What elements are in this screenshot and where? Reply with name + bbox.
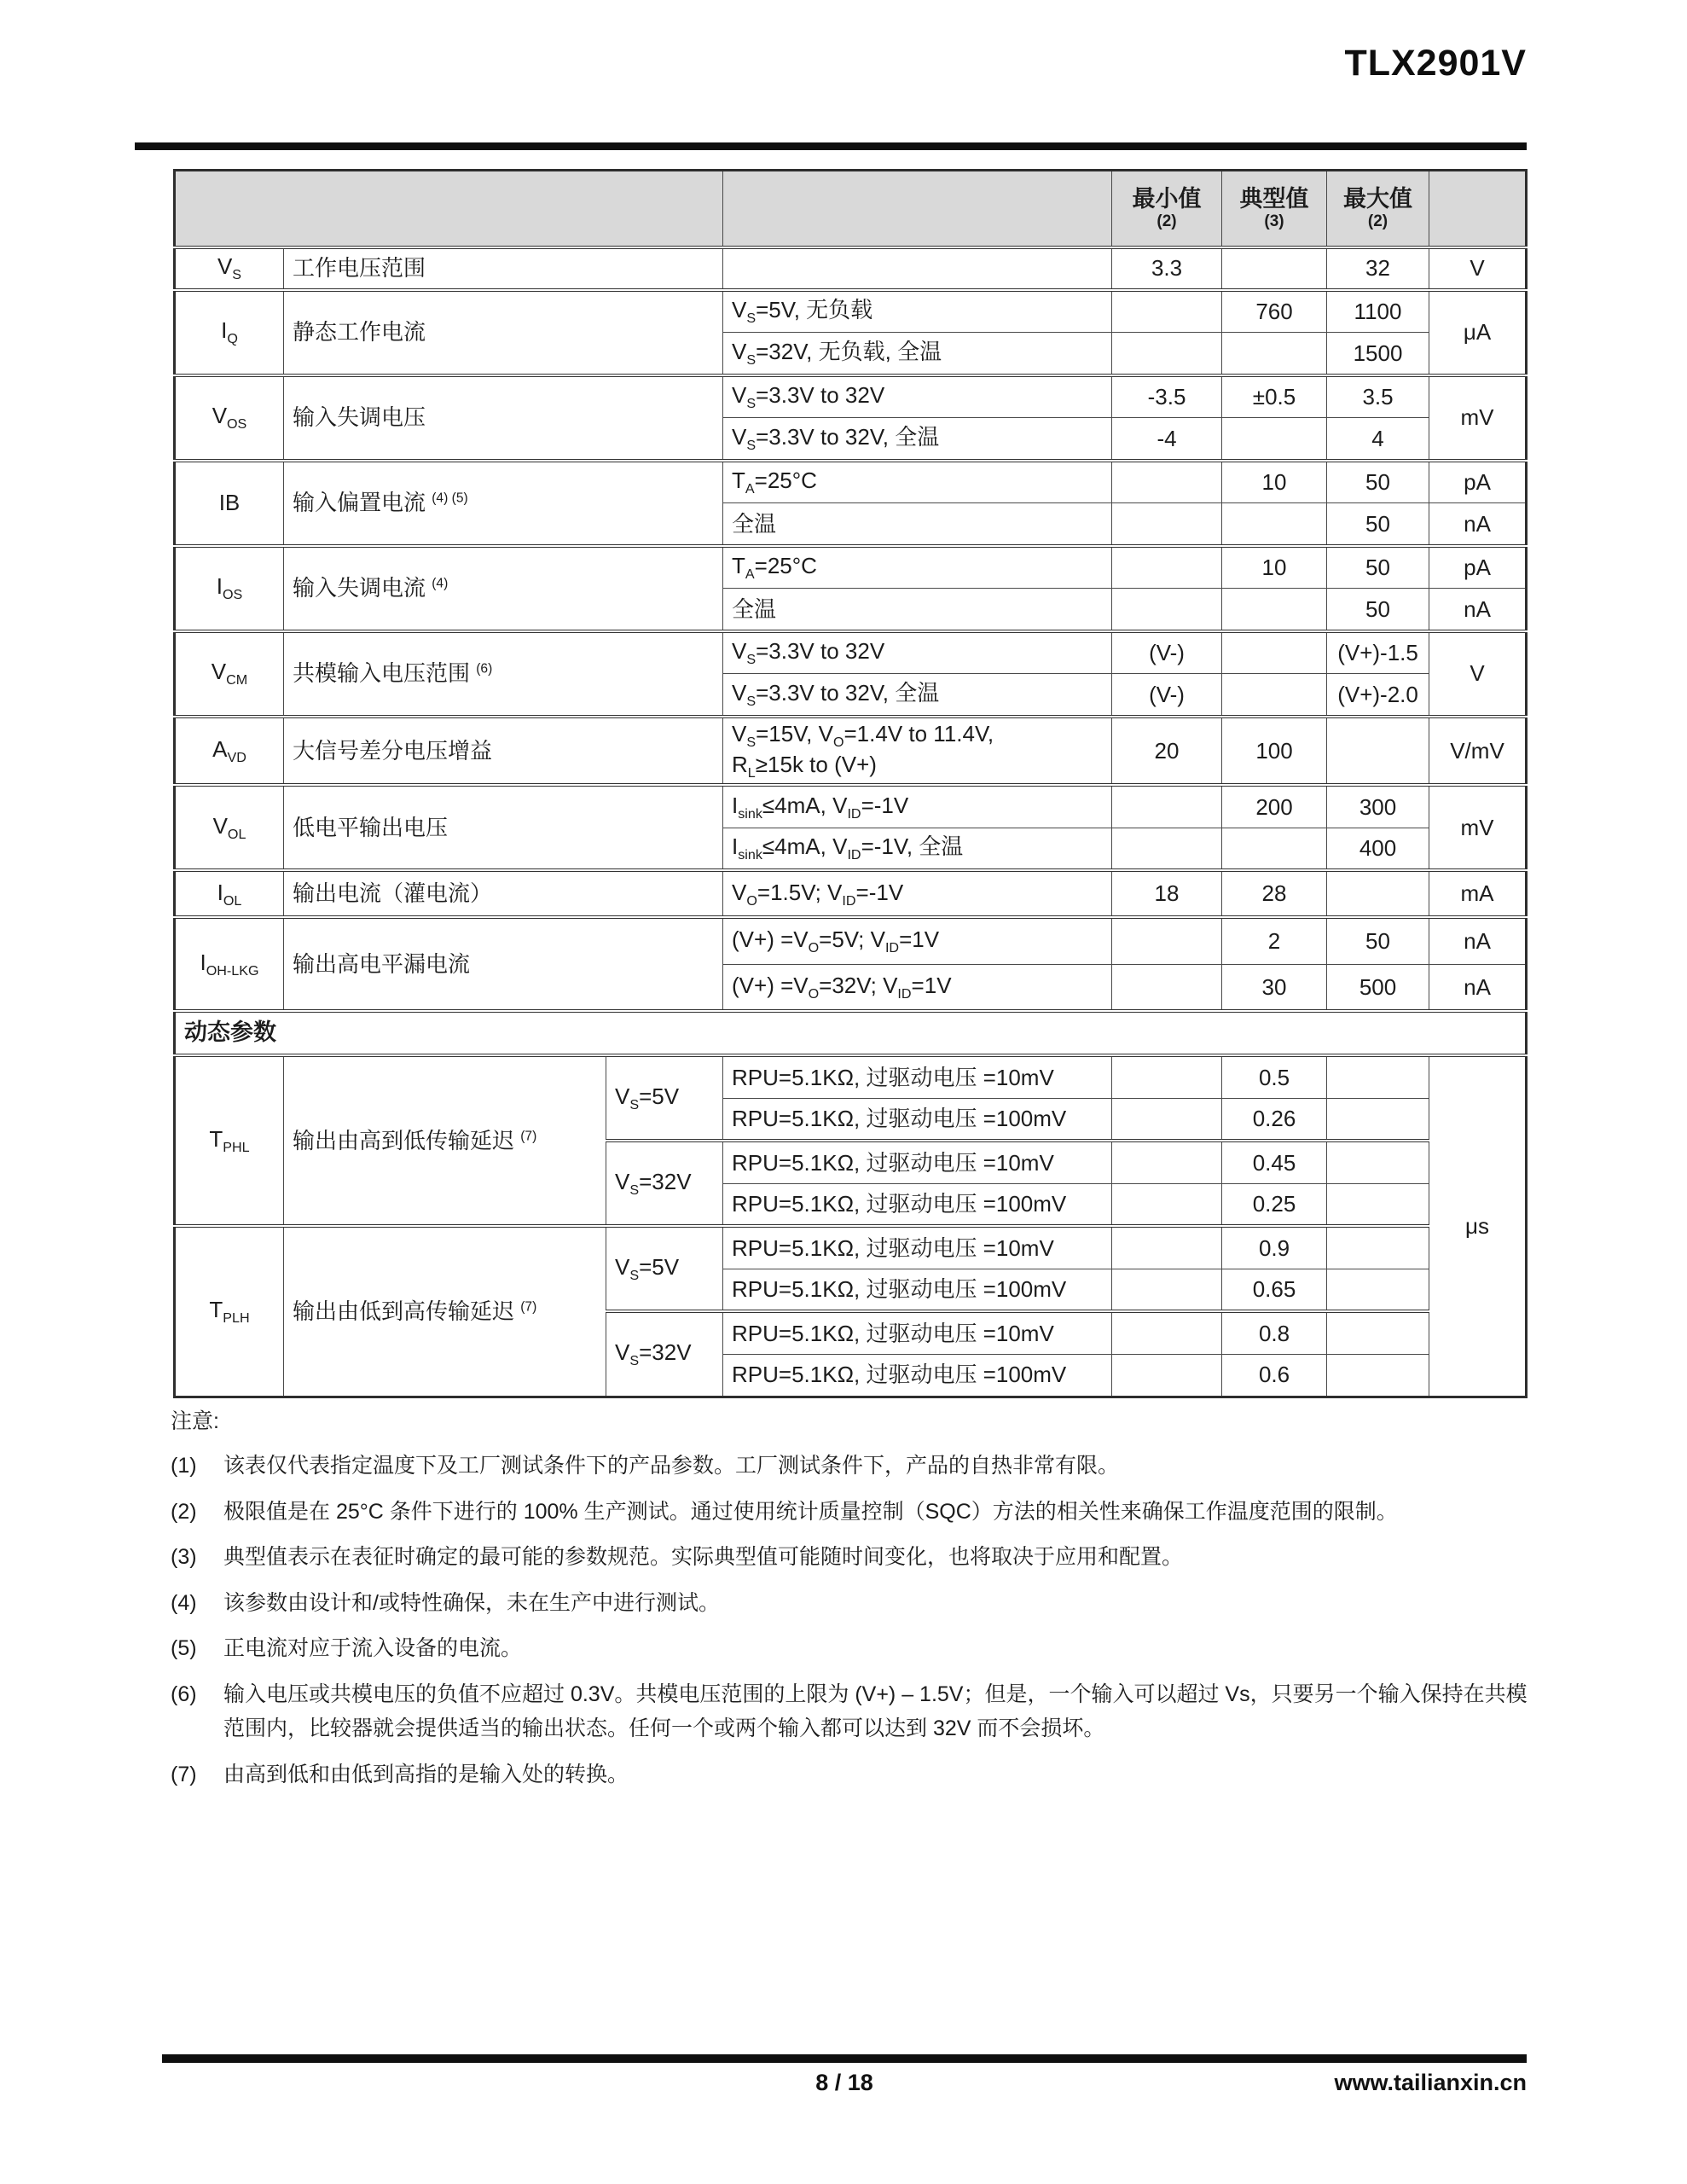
empty-header-cell (723, 171, 1112, 247)
vos-typ1-cell: ±0.5 (1222, 375, 1327, 418)
ib-max1-cell: 50 (1327, 461, 1429, 503)
ios-unit2-cell: nA (1429, 589, 1527, 631)
max-header-label: 最大值 (1343, 185, 1413, 212)
vs-cond-cell (723, 247, 1112, 290)
tphl-min4-cell (1112, 1183, 1222, 1226)
iol-max-cell (1327, 870, 1429, 917)
tphl-typ4-cell: 0.25 (1222, 1183, 1327, 1226)
row-tplh-1 (175, 1226, 1527, 1269)
iol-min-cell: 18 (1112, 870, 1222, 917)
vol-min1-cell (1112, 785, 1222, 828)
tphl-name-cell: 输出由高到低传输延迟 $^{(7)}$ (284, 1055, 606, 1226)
notes-heading: 注意: (171, 1409, 219, 1433)
iohlkg-min2-cell (1112, 964, 1222, 1011)
tplh-min3-cell (1112, 1311, 1222, 1354)
tplh-max1-cell (1327, 1226, 1429, 1269)
avd-symbol-cell: $A_{VD}$ (175, 717, 284, 786)
tphl-min1-cell (1112, 1055, 1222, 1098)
tphl-max2-cell (1327, 1098, 1429, 1141)
ib-cond1-cell: $T_A=25^\circ C$ (723, 461, 1112, 503)
ios-name-cell: 输入失调电流 $^{(4)}$ (284, 546, 723, 631)
note-item (171, 1631, 1544, 1666)
vol-cond2-cell: $I_{sink}\le 4mA$, $V_{ID}=-1V$, 全温 (723, 828, 1112, 870)
tplh-min2-cell (1112, 1269, 1222, 1311)
row-iohlkg-1 (175, 917, 1527, 964)
ios-unit1-cell: pA (1429, 546, 1527, 589)
tplh-max2-cell (1327, 1269, 1429, 1311)
min-header-note: (2) (1157, 212, 1177, 231)
tplh-cond3-cell: RPU=5.1KΩ, 过驱动电压 =10mV (723, 1311, 1112, 1354)
row-tphl-1 (175, 1055, 1527, 1098)
tphl-vs32-cell: $V_S=32V$ (606, 1141, 723, 1226)
vos-symbol-cell: $V_{OS}$ (175, 375, 284, 461)
vol-max1-cell: 300 (1327, 785, 1429, 828)
iohlkg-unit1-cell: nA (1429, 917, 1527, 964)
note-item (171, 1449, 1544, 1484)
iq-min1-cell (1112, 290, 1222, 333)
vos-cond2-cell: $V_S=3.3V$ to 32V, 全温 (723, 418, 1112, 461)
iol-cond-cell: $V_O=1.5V$; $V_{ID}=-1V$ (723, 870, 1112, 917)
vcm-typ2-cell (1222, 674, 1327, 717)
vcm-min2-cell: (V-) (1112, 674, 1222, 717)
vol-name-cell: 低电平输出电压 (284, 785, 723, 870)
row-ios-1 (175, 546, 1527, 589)
tplh-symbol-cell: $T_{PLH}$ (175, 1226, 284, 1397)
note-number: (7) (171, 1762, 197, 1786)
vs-name-cell: 工作电压范围 (284, 247, 723, 290)
tphl-max3-cell (1327, 1141, 1429, 1183)
ib-typ1-cell: 10 (1222, 461, 1327, 503)
avd-name-cell: 大信号差分电压增益 (284, 717, 723, 786)
note-text: 输入电压或共模电压的负值不应超过 0.3V。共模电压范围的上限为 (V+) – 1.5V；但是，一个输入可以超过 Vs，只要另一个输入保持在共模范围内，比较器就会提供适当的输出状态。任何一个或两个输入都可以达到 32V 而不会损坏。 (223, 1682, 1528, 1740)
avd-cond-cell: $V_S=15V$, $V_O=1.4V$ to 11.4V, $R_L\ge 15k$ to (V+) (723, 717, 1112, 786)
avd-min-cell: 20 (1112, 717, 1222, 786)
tphl-vs5-cell: $V_S=5V$ (606, 1055, 723, 1141)
typ-header-cell (1222, 171, 1327, 247)
tphl-cond1-cell: RPU=5.1KΩ, 过驱动电压 =10mV (723, 1055, 1112, 1098)
vs-symbol-cell: $V_S$ (175, 247, 284, 290)
ib-unit2-cell: nA (1429, 503, 1527, 546)
avd-unit-cell: V/mV (1429, 717, 1527, 786)
iohlkg-max1-cell: 50 (1327, 917, 1429, 964)
vol-cond1-cell: $I_{sink}\le 4mA$, $V_{ID}=-1V$ (723, 785, 1112, 828)
min-header-cell (1112, 171, 1222, 247)
ib-min2-cell (1112, 503, 1222, 546)
iohlkg-symbol-cell: $I_{OH-LKG}$ (175, 917, 284, 1011)
ios-cond1-cell: $T_A=25^\circ C$ (723, 546, 1112, 589)
note-number: (2) (171, 1499, 197, 1524)
vos-max1-cell: 3.5 (1327, 375, 1429, 418)
iq-min2-cell (1112, 333, 1222, 375)
ib-symbol-cell: IB (175, 461, 284, 546)
iq-name-cell: 静态工作电流 (284, 290, 723, 375)
ios-typ2-cell (1222, 589, 1327, 631)
note-text: 该参数由设计和/或特性确保，未在生产中进行测试。 (223, 1590, 720, 1615)
ib-max2-cell: 50 (1327, 503, 1429, 546)
iohlkg-cond2-cell: $(V+) =V_O=32V$; $V_{ID}=1V$ (723, 964, 1112, 1011)
iq-cond1-cell: $V_S=5V$, 无负载 (723, 290, 1112, 333)
note-number: (6) (171, 1682, 197, 1706)
unit-header-cell (1429, 171, 1527, 247)
row-vcm-1 (175, 631, 1527, 674)
ios-cond2-cell: 全温 (723, 589, 1112, 631)
typ-header-label: 典型值 (1239, 185, 1309, 212)
vol-min2-cell (1112, 828, 1222, 870)
dynamic-section-heading: 动态参数 (175, 1011, 1527, 1055)
note-item (171, 1677, 1544, 1746)
note-number: (3) (171, 1545, 197, 1569)
iq-symbol-cell: $I_Q$ (175, 290, 284, 375)
note-text: 正电流对应于流入设备的电流。 (223, 1636, 523, 1660)
avd-typ-cell: 100 (1222, 717, 1327, 786)
iol-symbol-cell: $I_{OL}$ (175, 870, 284, 917)
vs-unit-cell: V (1429, 247, 1527, 290)
vcm-typ1-cell (1222, 631, 1327, 674)
ios-max1-cell: 50 (1327, 546, 1429, 589)
vcm-symbol-cell: $V_{CM}$ (175, 631, 284, 717)
vos-typ2-cell (1222, 418, 1327, 461)
tplh-vs32-cell: $V_S=32V$ (606, 1311, 723, 1397)
website-url: www.tailianxin.cn (1334, 2070, 1527, 2095)
iol-name-cell: 输出电流（灌电流） (284, 870, 723, 917)
header-rule (135, 142, 1527, 150)
iol-typ-cell: 28 (1222, 870, 1327, 917)
typ-header-note: (3) (1264, 212, 1284, 231)
row-ib-1 (175, 461, 1527, 503)
note-item (171, 1495, 1544, 1530)
tphl-typ1-cell: 0.5 (1222, 1055, 1327, 1098)
row-vol-1 (175, 785, 1527, 828)
iohlkg-name-cell: 输出高电平漏电流 (284, 917, 723, 1011)
iohlkg-typ1-cell: 2 (1222, 917, 1327, 964)
iol-unit-cell: mA (1429, 870, 1527, 917)
row-avd (175, 717, 1527, 786)
vs-min-cell: 3.3 (1112, 247, 1222, 290)
vos-name-cell: 输入失调电压 (284, 375, 723, 461)
note-number: (1) (171, 1454, 197, 1478)
avd-max-cell (1327, 717, 1429, 786)
tphl-max1-cell (1327, 1055, 1429, 1098)
vcm-name-cell: 共模输入电压范围 $^{(6)}$ (284, 631, 723, 717)
ib-typ2-cell (1222, 503, 1327, 546)
min-header-label: 最小值 (1132, 185, 1202, 212)
vos-max2-cell: 4 (1327, 418, 1429, 461)
row-vs (175, 247, 1527, 290)
tphl-typ2-cell: 0.26 (1222, 1098, 1327, 1141)
tphl-cond3-cell: RPU=5.1KΩ, 过驱动电压 =10mV (723, 1141, 1112, 1183)
note-text: 典型值表示在表征时确定的最可能的参数规范。实际典型值可能随时间变化，也将取决于应用和配置。 (223, 1545, 1184, 1569)
vos-unit-cell: mV (1429, 375, 1527, 461)
ib-min1-cell (1112, 461, 1222, 503)
ib-cond2-cell: 全温 (723, 503, 1112, 546)
note-number: (5) (171, 1636, 197, 1660)
row-iol (175, 870, 1527, 917)
page-footer (162, 2070, 1527, 2107)
tphl-min3-cell (1112, 1141, 1222, 1183)
vcm-cond2-cell: $V_S=3.3V$ to 32V, 全温 (723, 674, 1112, 717)
vcm-cond1-cell: $V_S=3.3V$ to 32V (723, 631, 1112, 674)
iq-typ1-cell: 760 (1222, 290, 1327, 333)
iq-max2-cell: 1500 (1327, 333, 1429, 375)
tplh-typ4-cell: 0.6 (1222, 1354, 1327, 1397)
iq-typ2-cell (1222, 333, 1327, 375)
iq-max1-cell: 1100 (1327, 290, 1429, 333)
vcm-min1-cell: (V-) (1112, 631, 1222, 674)
tphl-min2-cell (1112, 1098, 1222, 1141)
ios-min2-cell (1112, 589, 1222, 631)
note-text: 该表仅代表指定温度下及工厂测试条件下的产品参数。工厂测试条件下，产品的自热非常有限。 (223, 1454, 1120, 1478)
tplh-max3-cell (1327, 1311, 1429, 1354)
spec-table (173, 169, 1528, 1398)
dynamic-section-row (175, 1011, 1527, 1055)
table-header-row (175, 171, 1527, 247)
tphl-cond2-cell: RPU=5.1KΩ, 过驱动电压 =100mV (723, 1098, 1112, 1141)
ios-min1-cell (1112, 546, 1222, 589)
tphl-symbol-cell: $T_{PHL}$ (175, 1055, 284, 1226)
iohlkg-cond1-cell: $(V+) =V_O=5V$; $V_{ID}=1V$ (723, 917, 1112, 964)
vol-unit-cell: mV (1429, 785, 1527, 870)
ib-unit1-cell: pA (1429, 461, 1527, 503)
iohlkg-min1-cell (1112, 917, 1222, 964)
vol-typ1-cell: 200 (1222, 785, 1327, 828)
ios-typ1-cell: 10 (1222, 546, 1327, 589)
empty-header-cell (175, 171, 723, 247)
max-header-note: (2) (1367, 212, 1388, 231)
vol-typ2-cell (1222, 828, 1327, 870)
iohlkg-max2-cell: 500 (1327, 964, 1429, 1011)
vol-symbol-cell: $V_{OL}$ (175, 785, 284, 870)
vcm-max2-cell: (V+)-2.0 (1327, 674, 1429, 717)
row-vos-1 (175, 375, 1527, 418)
page-number: 8 / 18 (815, 2070, 873, 2095)
vcm-unit-cell: V (1429, 631, 1527, 717)
tplh-typ3-cell: 0.8 (1222, 1311, 1327, 1354)
vs-max-cell: 32 (1327, 247, 1429, 290)
dynamic-unit-cell: μs (1429, 1055, 1527, 1397)
note-item (171, 1757, 1544, 1792)
vos-min1-cell: -3.5 (1112, 375, 1222, 418)
row-iq-1 (175, 290, 1527, 333)
footer-rule (162, 2054, 1527, 2063)
notes-section (171, 1404, 1544, 1803)
tphl-typ3-cell: 0.45 (1222, 1141, 1327, 1183)
ios-max2-cell: 50 (1327, 589, 1429, 631)
ios-symbol-cell: $I_{OS}$ (175, 546, 284, 631)
max-header-cell (1327, 171, 1429, 247)
vs-typ-cell (1222, 247, 1327, 290)
tplh-name-cell: 输出由低到高传输延迟 $^{(7)}$ (284, 1226, 606, 1397)
note-item (171, 1586, 1544, 1621)
iq-unit-cell: μA (1429, 290, 1527, 375)
tplh-typ1-cell: 0.9 (1222, 1226, 1327, 1269)
note-number: (4) (171, 1590, 197, 1615)
page-title: TLX2901V (1344, 43, 1527, 84)
note-text: 由高到低和由低到高指的是输入处的转换。 (223, 1762, 629, 1786)
tplh-min1-cell (1112, 1226, 1222, 1269)
tplh-max4-cell (1327, 1354, 1429, 1397)
vcm-max1-cell: (V+)-1.5 (1327, 631, 1429, 674)
tphl-cond4-cell: RPU=5.1KΩ, 过驱动电压 =100mV (723, 1183, 1112, 1226)
note-item (171, 1540, 1544, 1575)
tplh-cond2-cell: RPU=5.1KΩ, 过驱动电压 =100mV (723, 1269, 1112, 1311)
iq-cond2-cell: $V_S=32V$, 无负载, 全温 (723, 333, 1112, 375)
iohlkg-unit2-cell: nA (1429, 964, 1527, 1011)
tplh-cond4-cell: RPU=5.1KΩ, 过驱动电压 =100mV (723, 1354, 1112, 1397)
vol-max2-cell: 400 (1327, 828, 1429, 870)
iohlkg-typ2-cell: 30 (1222, 964, 1327, 1011)
tplh-typ2-cell: 0.65 (1222, 1269, 1327, 1311)
vos-min2-cell: -4 (1112, 418, 1222, 461)
tphl-max4-cell (1327, 1183, 1429, 1226)
note-text: 极限值是在 25°C 条件下进行的 100% 生产测试。通过使用统计质量控制（SQC）方法的相关性来确保工作温度范围的限制。 (223, 1499, 1398, 1524)
vos-cond1-cell: $V_S=3.3V$ to 32V (723, 375, 1112, 418)
tplh-cond1-cell: RPU=5.1KΩ, 过驱动电压 =10mV (723, 1226, 1112, 1269)
ib-name-cell: 输入偏置电流 $^{(4) (5)}$ (284, 461, 723, 546)
tplh-min4-cell (1112, 1354, 1222, 1397)
tplh-vs5-cell: $V_S=5V$ (606, 1226, 723, 1311)
